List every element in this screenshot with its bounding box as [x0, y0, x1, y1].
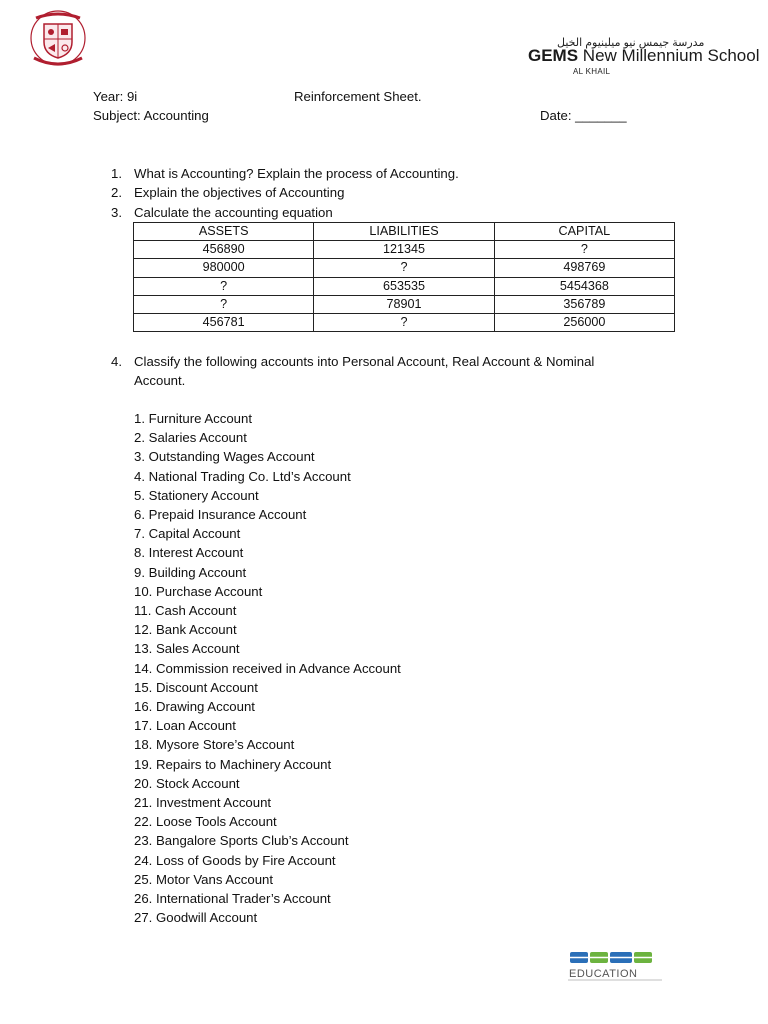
list-item: 20. Stock Account [134, 775, 240, 791]
list-item: 10. Purchase Account [134, 583, 263, 599]
question-3-text: Calculate the accounting equation [134, 205, 333, 220]
table-header-row [134, 223, 675, 241]
table-cell: 78901 [314, 295, 494, 313]
table-cell: ? [494, 241, 674, 259]
list-item: 9. Building Account [134, 564, 247, 580]
header-liabilities: LIABILITIES [314, 223, 494, 241]
list-item: 3. Outstanding Wages Account [134, 449, 315, 465]
question-2-number: 2. [111, 185, 122, 200]
list-item: 22. Loose Tools Account [134, 814, 277, 830]
header-capital: CAPITAL [494, 223, 674, 241]
year-label: Year: 9i [93, 89, 138, 104]
date-field: Date: _______ [540, 108, 627, 123]
table-cell: 653535 [314, 277, 494, 295]
list-item: 14. Commission received in Advance Account [134, 660, 401, 676]
school-brand: GEMS [528, 46, 579, 65]
list-item: 27. Goodwill Account [134, 910, 258, 926]
table-cell: 456781 [134, 313, 314, 331]
question-2-text: Explain the objectives of Accounting [134, 185, 345, 200]
school-branch: AL KHAIL [573, 67, 611, 76]
school-crest-logo [28, 8, 88, 70]
sheet-title: Reinforcement Sheet. [294, 89, 422, 104]
question-1-number: 1. [111, 166, 122, 181]
list-item: 25. Motor Vans Account [134, 871, 274, 887]
list-item: 8. Interest Account [134, 545, 244, 561]
list-item: 24. Loss of Goods by Fire Account [134, 852, 336, 868]
table-cell: 356789 [494, 295, 674, 313]
list-item: 11. Cash Account [134, 603, 237, 618]
list-item: 17. Loan Account [134, 718, 236, 734]
list-item: 16. Drawing Account [134, 699, 255, 714]
question-3-number: 3. [111, 205, 122, 220]
question-1-text: What is Accounting? Explain the process of Accounting. [134, 166, 459, 181]
school-name-arabic: مدرسة جيمس نيو ميلينيوم الخيل [557, 37, 705, 49]
list-item: 15. Discount Account [134, 679, 258, 695]
list-item: 6. Prepaid Insurance Account [134, 507, 307, 522]
school-name-text: New Millennium School [582, 46, 760, 65]
table-row [134, 295, 675, 313]
list-item: 7. Capital Account [134, 526, 241, 542]
list-item: 4. National Trading Co. Ltd’s Account [134, 468, 351, 484]
table-cell: ? [134, 295, 314, 313]
svg-text:EDUCATION: EDUCATION [569, 968, 638, 980]
list-item: 21. Investment Account [134, 795, 272, 810]
subject-label: Subject: Accounting [93, 108, 209, 123]
table-cell: 456890 [134, 241, 314, 259]
table-row [134, 259, 675, 277]
table-cell: ? [314, 259, 494, 277]
table-row [134, 241, 675, 259]
list-item: 23. Bangalore Sports Club’s Account [134, 833, 349, 849]
list-item: 12. Bank Account [134, 622, 237, 638]
table-row [134, 277, 675, 295]
list-item: 19. Repairs to Machinery Account [134, 756, 332, 772]
table-cell: 5454368 [494, 277, 674, 295]
list-item: 18. Mysore Store’s Account [134, 737, 295, 753]
gems-education-logo [568, 950, 662, 982]
list-item: 26. International Trader’s Account [134, 891, 331, 906]
table-cell: 121345 [314, 241, 494, 259]
table-cell: 980000 [134, 259, 314, 277]
table-row [134, 313, 675, 331]
table-cell: ? [134, 277, 314, 295]
header-assets: ASSETS [134, 223, 314, 241]
list-item: 1. Furniture Account [134, 411, 253, 426]
list-item: 2. Salaries Account [134, 430, 247, 446]
school-name-logo [528, 46, 759, 66]
list-item: 13. Sales Account [134, 641, 240, 657]
question-4-text: Classify the following accounts into Personal Account, Real Account & Nominal [134, 354, 595, 369]
question-4-number: 4. [111, 354, 122, 369]
table-cell: 256000 [494, 313, 674, 331]
accounting-equation-table [133, 222, 675, 332]
list-item: 5. Stationery Account [134, 487, 259, 503]
table-cell: ? [314, 313, 494, 331]
question-4-text-continued: Account. [134, 373, 186, 388]
table-cell: 498769 [494, 259, 674, 277]
